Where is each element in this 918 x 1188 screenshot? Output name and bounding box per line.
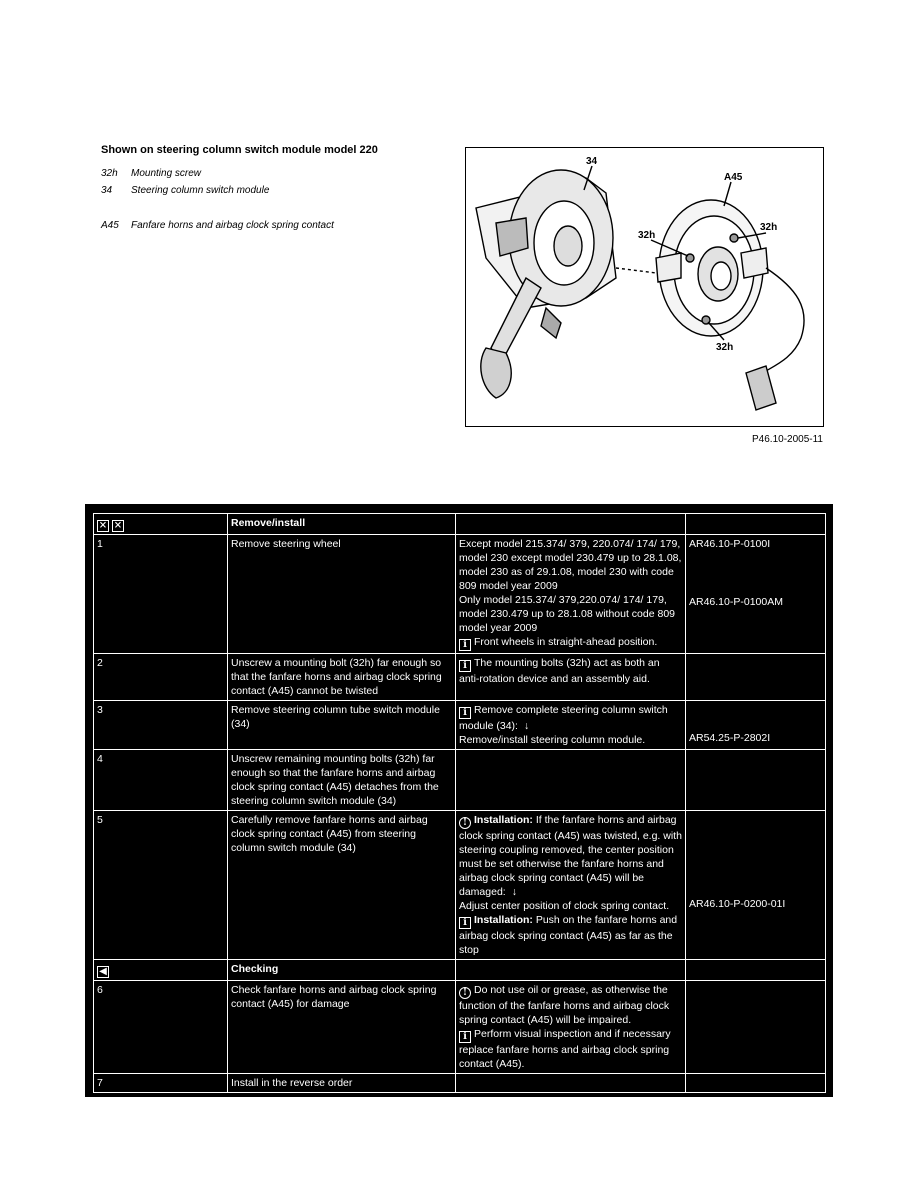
info-icon: i [459, 917, 471, 929]
info-text: Push on the fanfare horns and airbag clock spring contact (A45) as far as the stop [459, 914, 678, 956]
warning-text: Do not use oil or grease, as otherwise the function of the fanfare horns and airbag clock spring contact (A45) will be impaired. [459, 984, 670, 1026]
figure-id: P46.10-2005-11 [752, 434, 823, 445]
table-row [94, 654, 826, 701]
step-notes [456, 654, 686, 701]
step-action: Carefully remove fanfare horns and airbag clock spring contact (A45) from steering column switch module (34) [228, 811, 456, 960]
table-row [94, 981, 826, 1074]
legend-label: Fanfare horns and airbag clock spring contact [131, 220, 334, 231]
info-icon: i [459, 639, 471, 651]
down-arrow-icon: ↓ [523, 720, 530, 732]
note-text: Except model 215.374/ 379, 220.074/ 174/ 179, model 230 except model 230.479 up to 28.1.08, model 230 as of 29.1.08, model 230 with code 809 model year 2009 [459, 538, 682, 592]
step-action: Unscrew a mounting bolt (32h) far enough so that the fanfare horns and airbag clock spring contact (A45) cannot be twisted [228, 654, 456, 701]
procedure-link[interactable]: Remove/install steering column module. [459, 734, 646, 746]
step-number: 2 [94, 654, 228, 701]
callout-34: 34 [586, 156, 598, 167]
step-number: 6 [94, 981, 228, 1074]
info-text: The mounting bolts (32h) act as both an anti-rotation device and an assembly aid. [459, 657, 660, 685]
table-row [94, 701, 826, 750]
reference-link[interactable]: AR46.10-P-0200-01I [689, 898, 786, 910]
info-label: Installation: [474, 914, 533, 926]
step-action: Unscrew remaining mounting bolts (32h) far enough so that the fanfare horns and airbag clock spring contact (A45) detaches from the steering column switch module (34) [228, 750, 456, 811]
step-notes [456, 981, 686, 1074]
table-row [94, 535, 826, 654]
info-icon: i [459, 1031, 471, 1043]
step-references [686, 811, 826, 960]
legend-code: 32h [101, 168, 118, 179]
warning-label: Installation: [474, 814, 533, 826]
info-text: Perform visual inspection and if necessary replace fanfare horns and airbag clock spring contact (A45). [459, 1028, 671, 1070]
remove-install-icon: × [98, 520, 108, 531]
checking-icon: ◀ [97, 966, 109, 978]
procedure-table [93, 513, 826, 1093]
step-number: 5 [94, 811, 228, 960]
procedure-link[interactable]: Adjust center position of clock spring contact. [459, 900, 670, 912]
legend-item [101, 168, 431, 185]
step-number: 1 [94, 535, 228, 654]
warning-icon: ! [459, 987, 471, 999]
info-text: Remove complete steering column switch module (34): [459, 704, 668, 732]
procedure-table-panel [85, 504, 833, 1097]
callout-a45: A45 [724, 172, 743, 183]
legend-code: A45 [101, 220, 119, 231]
step-references [686, 701, 826, 750]
table-row [94, 1074, 826, 1093]
exploded-view-illustration [465, 147, 824, 427]
legend-title: Shown on steering column switch module model 220 [101, 144, 378, 156]
legend-label: Mounting screw [131, 168, 202, 179]
step-action: Check fanfare horns and airbag clock spring contact (A45) for damage [228, 981, 456, 1074]
header-icons [94, 514, 228, 535]
reference-link[interactable]: AR46.10-P-0100I [689, 538, 771, 550]
figure-legend [101, 144, 431, 237]
section-title: Checking [228, 960, 456, 981]
legend-label: Steering column switch module [131, 185, 270, 196]
legend-item [101, 185, 431, 202]
reference-link[interactable]: AR54.25-P-2802I [689, 732, 771, 744]
step-action: Remove steering wheel [228, 535, 456, 654]
legend-item [101, 220, 431, 237]
step-action: Remove steering column tube switch module (34) [228, 701, 456, 750]
note-text: Only model 215.374/ 379,220.074/ 174/ 179, model 230.479 up to 28.1.08 without code 809 model year 2009 [459, 594, 675, 634]
info-text: Front wheels in straight-ahead position. [474, 636, 658, 648]
down-arrow-icon: ↓ [511, 886, 517, 898]
info-icon: i [459, 707, 471, 719]
section-title: Remove/install [228, 514, 456, 535]
step-number: 4 [94, 750, 228, 811]
step-number: 7 [94, 1074, 228, 1093]
warning-text: If the fanfare horns and airbag clock spring contact (A45) was twisted, e.g. with steering coupling removed, the center position must be set otherwise the fanfare horns and airbag clock spring contact (A45) will be damaged: [459, 814, 682, 898]
step-references [686, 535, 826, 654]
table-row [94, 750, 826, 811]
info-icon: i [459, 660, 471, 672]
step-number: 3 [94, 701, 228, 750]
step-action: Install in the reverse order [228, 1074, 456, 1093]
checking-header-row [94, 960, 826, 981]
reference-link[interactable]: AR46.10-P-0100AM [689, 596, 783, 608]
step-notes [456, 535, 686, 654]
table-row [94, 811, 826, 960]
remove-install-icon: × [113, 520, 123, 531]
callout-32h: 32h [716, 342, 734, 353]
warning-icon: ! [459, 817, 471, 829]
callout-32h: 32h [760, 222, 778, 233]
step-notes [456, 701, 686, 750]
legend-code: 34 [101, 185, 113, 196]
table-header-row [94, 514, 826, 535]
step-notes [456, 811, 686, 960]
callout-32h: 32h [638, 230, 656, 241]
